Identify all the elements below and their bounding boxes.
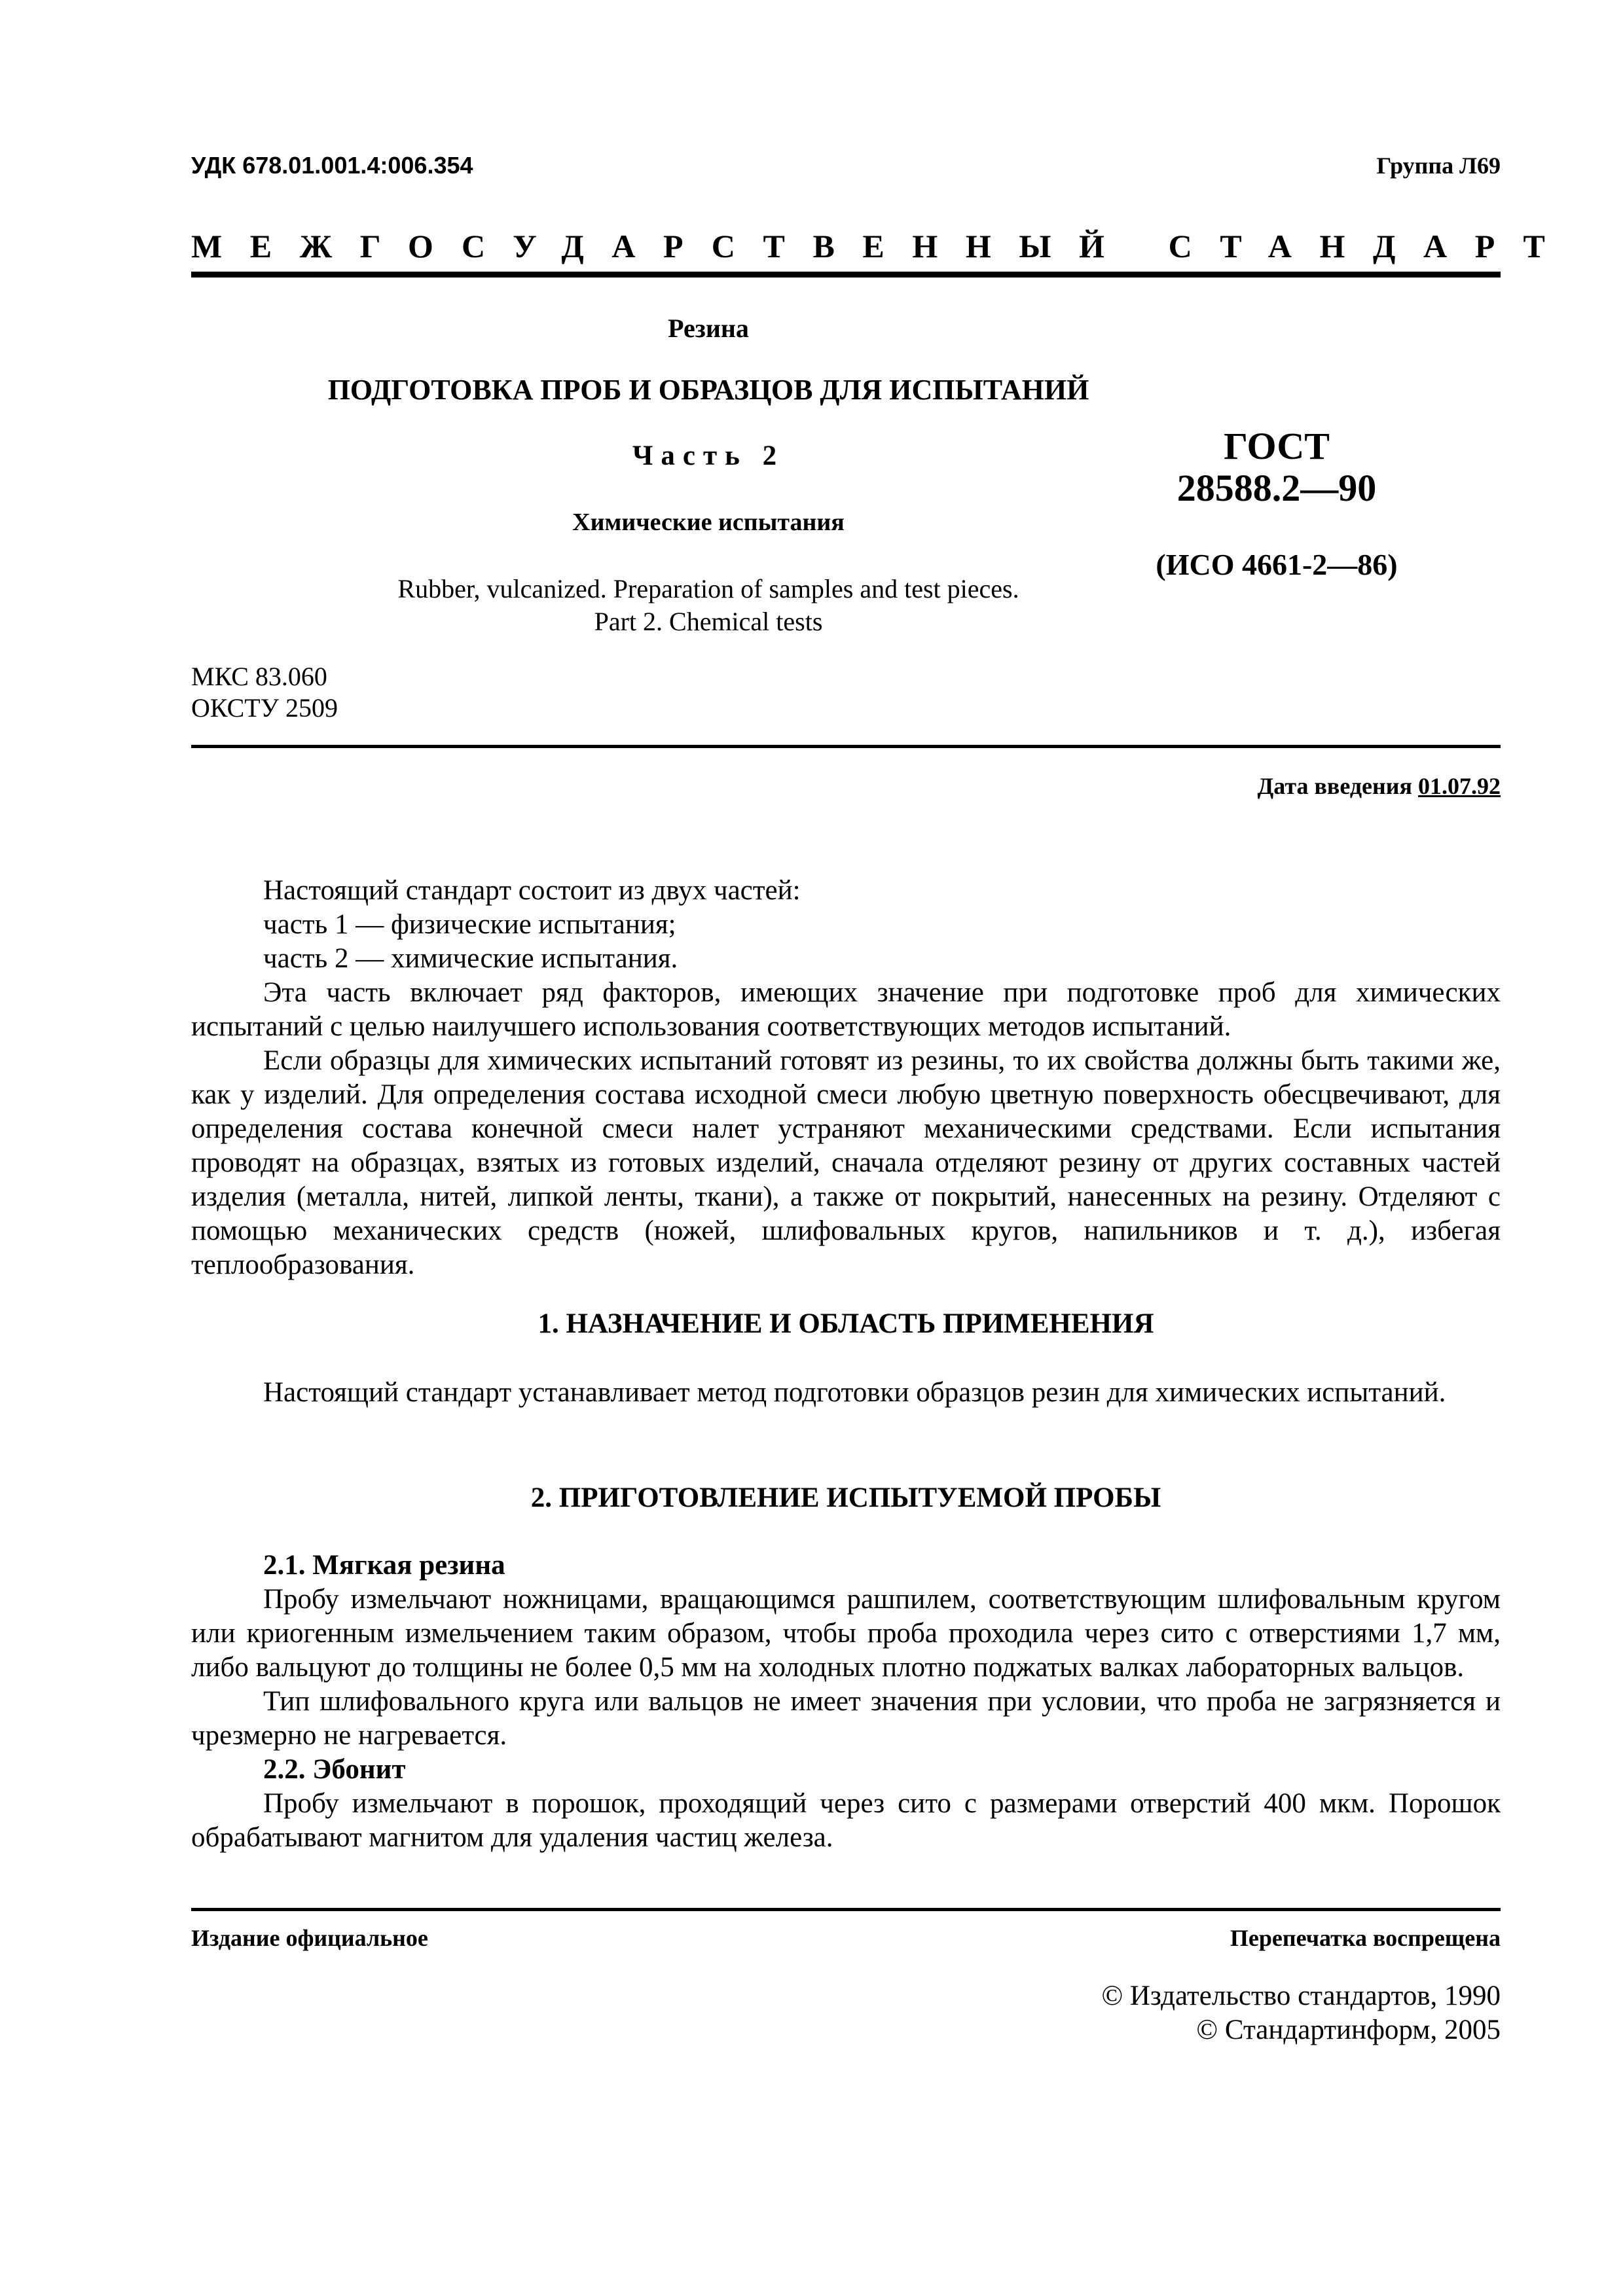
part-label: Часть 2 (632, 440, 785, 471)
subsection-2-1-heading: 2.1. Мягкая резина (263, 1550, 505, 1581)
intro-paragraph: Если образцы для химических испытаний готовят из резины, то их свойства должны быть такими же, как у изделий. Для определения состава исходной смеси любую цветную поверхность обесцвечивают, для определения состава конечной смеси налет устраняют механическими средствами. Если испытания проводят на образцах, взятых из готовых изделий, сначала отделяют резину от других составных частей изделия (металла, нитей, липкой ленты, ткани), а также от покрытий, нанесенных на резину. Отделяют с помощью механических средств (ножей, шлифовальных кругов, напильников и т. д.), избегая теплообразования. (191, 1045, 1501, 1280)
intro-text (191, 874, 1501, 1282)
copyright-line: © Издательство стандартов, 1990 (1101, 1981, 1501, 2011)
section-1-text (191, 1376, 1501, 1410)
subtitle: Химические испытания (572, 509, 845, 536)
subsection-2-1-paragraph: Тип шлифовального круга или вальцов не имеет значения при условии, что проба не загрязняется и чрезмерно не нагревается. (191, 1686, 1501, 1751)
introduction-date (1048, 772, 1501, 800)
intro-paragraph: Настоящий стандарт состоит из двух частей: (263, 875, 801, 906)
introduction-date-value: 01.07.92 (1418, 773, 1501, 799)
iso-reference: (ИСО 4661-2—86) (1156, 548, 1398, 581)
subsection-2-1-paragraph: Пробу измельчают ножницами, вращающимся рашпилем, соответствующим шлифовальным кругом или криогенным измельчением таким образом, чтобы проба проходила через сито с отверстиями 1,7 мм, либо вальцуют до толщины не более 0,5 мм на холодных плотно поджатых валках лабораторных вальцов. (191, 1584, 1501, 1683)
introduction-date-label: Дата введения (1257, 773, 1412, 799)
subsection-2-2-heading: 2.2. Эбонит (263, 1754, 406, 1785)
document-title: ПОДГОТОВКА ПРОБ И ОБРАЗЦОВ ДЛЯ ИСПЫТАНИЙ (327, 374, 1089, 406)
section-2-text (191, 1549, 1501, 1855)
mks-code: МКС 83.060 (191, 662, 327, 691)
official-edition-label: Издание официальное (191, 1925, 428, 1951)
section-1-heading: 1. НАЗНАЧЕНИЕ И ОБЛАСТЬ ПРИМЕНЕНИЯ (538, 1308, 1154, 1339)
intro-paragraph: часть 2 — химические испытания. (263, 943, 678, 974)
section-2-heading: 2. ПРИГОТОВЛЕНИЕ ИСПЫТУЕМОЙ ПРОБЫ (530, 1482, 1161, 1513)
group-code: Группа Л69 (1376, 152, 1501, 179)
material-label: Резина (668, 314, 749, 343)
banner-rule (191, 272, 1501, 278)
copyright-line: © Стандартинформ, 2005 (1196, 2015, 1501, 2045)
subsection-2-2-paragraph: Пробу измельчают в порошок, проходящий через сито с размерами отверстий 400 мкм. Порошок обрабатывают магнитом для удаления частиц железа. (191, 1788, 1501, 1853)
udk-code: УДК 678.01.001.4:006.354 (191, 152, 473, 179)
standard-banner: МЕЖГОСУДАРСТВЕННЫЙ СТАНДАРТ (191, 228, 1573, 264)
english-title-line2: Part 2. Chemical tests (594, 607, 823, 636)
intro-paragraph: Эта часть включает ряд факторов, имеющих значение при подготовке проб для химических испытаний с целью наилучшего использования соответствующих методов испытаний. (191, 977, 1501, 1042)
gost-label: ГОСТ (1224, 425, 1330, 467)
footer-rule (191, 1908, 1501, 1911)
english-title-line1: Rubber, vulcanized. Preparation of samples and test pieces. (397, 574, 1019, 603)
intro-paragraph: часть 1 — физические испытания; (263, 909, 676, 940)
gost-number: 28588.2—90 (1176, 467, 1377, 509)
okstu-code: ОКСТУ 2509 (191, 693, 338, 723)
title-rule (191, 745, 1501, 748)
section-1-paragraph: Настоящий стандарт устанавливает метод подготовки образцов резин для химических испытаний. (263, 1377, 1446, 1408)
reprint-notice: Перепечатка воспрещена (1230, 1925, 1501, 1951)
